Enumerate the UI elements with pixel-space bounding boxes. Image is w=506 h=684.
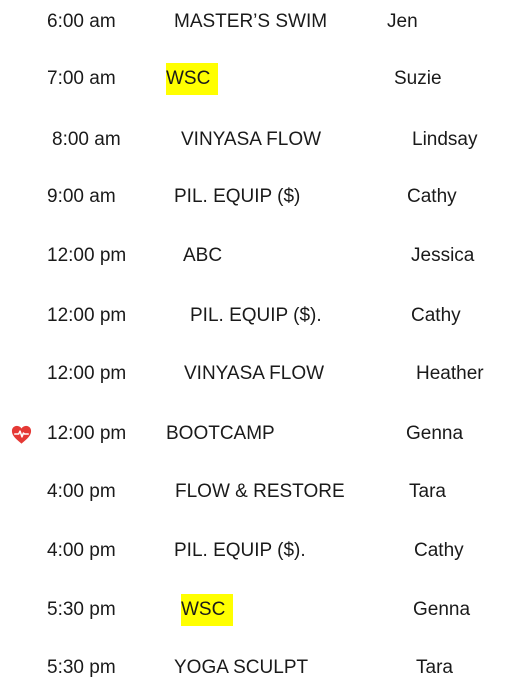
class-name: PIL. EQUIP ($) — [174, 186, 301, 207]
schedule-row — [0, 181, 506, 213]
class-instructor: Jessica — [411, 245, 475, 266]
class-instructor: Cathy — [407, 186, 457, 207]
class-time: 12:00 pm — [47, 423, 127, 444]
class-name: PIL. EQUIP ($). — [174, 540, 306, 561]
class-name: VINYASA FLOW — [184, 363, 325, 384]
class-time: 4:00 pm — [47, 540, 116, 561]
class-instructor: Heather — [416, 363, 484, 384]
schedule-row — [0, 124, 506, 156]
schedule-row — [0, 535, 506, 567]
class-time: 12:00 pm — [47, 363, 127, 384]
schedule-row — [0, 652, 506, 684]
schedule-row — [0, 418, 506, 450]
schedule-row — [0, 300, 506, 332]
class-instructor: Genna — [406, 423, 464, 444]
class-name: FLOW & RESTORE — [175, 481, 345, 502]
class-name: YOGA SCULPT — [174, 657, 309, 678]
class-time: 6:00 am — [47, 11, 116, 32]
class-instructor: Genna — [413, 599, 471, 620]
class-instructor: Tara — [416, 657, 453, 678]
class-time: 9:00 am — [47, 186, 116, 207]
class-time: 8:00 am — [52, 129, 121, 150]
class-name-highlighted: WSC — [181, 594, 233, 626]
class-name: MASTER’S SWIM — [174, 11, 328, 32]
class-name-highlighted: WSC — [166, 63, 218, 95]
class-name: BOOTCAMP — [166, 423, 275, 444]
class-time: 7:00 am — [47, 68, 116, 89]
heart-pulse-icon — [10, 423, 33, 446]
schedule-row — [0, 240, 506, 272]
class-instructor: Jen — [387, 11, 418, 32]
schedule-row — [0, 594, 506, 626]
schedule-row — [0, 476, 506, 508]
schedule-row — [0, 6, 506, 38]
class-name: VINYASA FLOW — [181, 129, 322, 150]
class-time: 12:00 pm — [47, 305, 127, 326]
schedule-row — [0, 63, 506, 95]
schedule-row — [0, 358, 506, 390]
class-time: 12:00 pm — [47, 245, 127, 266]
class-instructor: Cathy — [411, 305, 461, 326]
class-instructor: Cathy — [414, 540, 464, 561]
class-name: ABC — [183, 245, 223, 266]
class-name: PIL. EQUIP ($). — [190, 305, 322, 326]
class-time: 4:00 pm — [47, 481, 116, 502]
class-time: 5:30 pm — [47, 599, 116, 620]
class-instructor: Lindsay — [412, 129, 478, 150]
class-time: 5:30 pm — [47, 657, 116, 678]
class-instructor: Tara — [409, 481, 446, 502]
class-instructor: Suzie — [394, 68, 442, 89]
